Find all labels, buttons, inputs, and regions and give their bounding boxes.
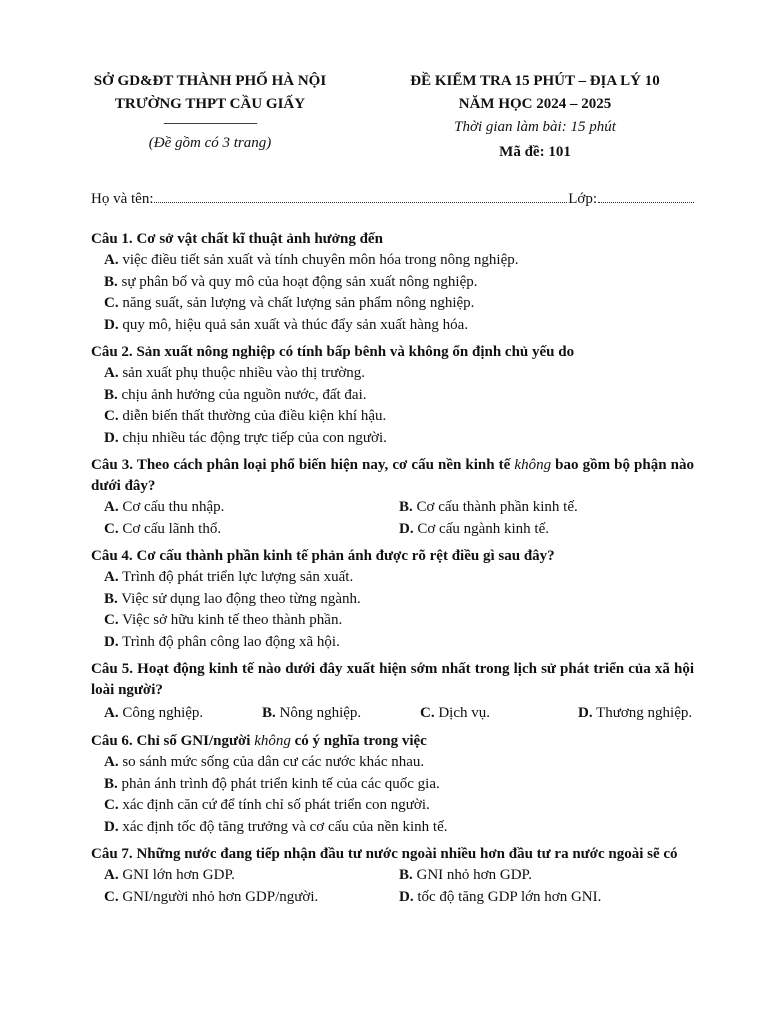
option-a[interactable]: A. Công nghiệp. <box>104 705 204 721</box>
class-label: Lớp: <box>568 191 597 207</box>
question-stem: Câu 6. Chỉ số GNI/người không có ý nghĩa trong việc <box>91 733 427 749</box>
option-b[interactable]: B. Việc sử dụng lao động theo từng ngành. <box>104 590 361 607</box>
option-c[interactable]: C. năng suất, sản lượng và chất lượng sản phẩm nông nghiệp. <box>104 295 475 311</box>
class-blank[interactable] <box>598 190 694 203</box>
option-d[interactable]: D. xác định tốc độ tăng trưởng và cơ cấu của nền kinh tế. <box>104 818 448 835</box>
question-stem: Câu 4. Cơ cấu thành phần kinh tế phản ánh được rõ rệt điều gì sau đây? <box>91 548 555 564</box>
option-b[interactable]: B. sự phân bố và quy mô của hoạt động sản xuất nông nghiệp. <box>104 273 478 290</box>
option-d[interactable]: D. Cơ cấu ngành kinh tế. <box>399 520 549 537</box>
exam-title: ĐỀ KIỂM TRA 15 PHÚT – ĐỊA LÝ 10 <box>410 73 660 89</box>
name-blank[interactable] <box>154 190 567 203</box>
question-stem: Câu 7. Những nước đang tiếp nhận đầu tư nước ngoài nhiều hơn đầu tư ra nước ngoài sẽ có <box>91 846 678 862</box>
school-header <box>60 70 360 152</box>
option-c[interactable]: C. Việc sở hữu kinh tế theo thành phần. <box>104 612 343 628</box>
option-d[interactable]: D. Thương nghiệp. <box>578 705 693 721</box>
option-c[interactable]: C. Cơ cấu lãnh thổ. <box>104 520 222 537</box>
question-3 <box>91 455 694 540</box>
option-row <box>91 519 694 541</box>
option-d[interactable]: D. tốc độ tăng GDP lớn hơn GNI. <box>399 888 602 905</box>
question-1 <box>91 229 694 336</box>
question-stem: Câu 5. Hoạt động kinh tế nào dưới đây xuất hiện sớm nhất trong lịch sử phát triển của xã hội loài người? <box>91 661 694 698</box>
option-c[interactable]: C. Dịch vụ. <box>420 705 491 721</box>
exam-duration: Thời gian làm bài: 15 phút <box>454 119 616 135</box>
option-row <box>91 865 694 887</box>
option-b[interactable]: B. chịu ảnh hưởng của nguồn nước, đất đai. <box>104 386 367 403</box>
question-stem: Câu 3. Theo cách phân loại phổ biến hiện nay, cơ cấu nền kinh tế không bao gồm bộ phận nào dưới đây? <box>91 457 694 494</box>
school-year: NĂM HỌC 2024 – 2025 <box>458 96 612 112</box>
student-info-row <box>91 190 694 208</box>
option-a[interactable]: A. việc điều tiết sản xuất và tính chuyên môn hóa trong nông nghiệp. <box>104 252 519 268</box>
option-a[interactable]: A. GNI lớn hơn GDP. <box>104 867 235 883</box>
page-count-note: (Đề gồm có 3 trang) <box>148 135 272 151</box>
option-d[interactable]: D. chịu nhiều tác động trực tiếp của con người. <box>104 429 387 446</box>
header-divider: ----------------------------------- <box>163 117 257 129</box>
question-4 <box>91 546 694 653</box>
question-2 <box>91 342 694 449</box>
option-a[interactable]: A. so sánh mức sống của dân cư các nước khác nhau. <box>104 754 425 770</box>
option-a[interactable]: A. Cơ cấu thu nhập. <box>104 499 225 515</box>
question-stem: Câu 1. Cơ sở vật chất kĩ thuật ảnh hưởng đến <box>91 231 383 247</box>
option-b[interactable]: B. Cơ cấu thành phần kinh tế. <box>399 499 578 515</box>
option-a[interactable]: A. Trình độ phát triển lực lượng sản xuất. <box>104 569 354 585</box>
option-row <box>91 497 694 519</box>
question-list <box>91 229 694 914</box>
school-name: TRƯỜNG THPT CẦU GIẤY <box>114 96 306 112</box>
question-7 <box>91 844 694 908</box>
option-b[interactable]: B. phản ánh trình độ phát triển kinh tế của các quốc gia. <box>104 775 440 792</box>
name-label: Họ và tên: <box>91 191 154 207</box>
question-6 <box>91 731 694 838</box>
option-b[interactable]: B. Nông nghiệp. <box>262 705 362 721</box>
option-row <box>91 701 694 725</box>
department-name: SỞ GD&ĐT THÀNH PHỐ HÀ NỘI <box>93 73 327 89</box>
option-d[interactable]: D. Trình độ phân công lao động xã hội. <box>104 633 340 650</box>
question-stem: Câu 2. Sản xuất nông nghiệp có tính bấp bênh và không ổn định chủ yếu do <box>91 344 575 360</box>
option-c[interactable]: C. diễn biến thất thường của điều kiện khí hậu. <box>104 408 387 424</box>
option-c[interactable]: C. xác định căn cứ để tính chỉ số phát triển con người. <box>104 797 430 813</box>
question-5 <box>91 659 694 725</box>
emphasis-word: không <box>514 457 552 473</box>
option-row <box>91 887 694 909</box>
exam-header <box>380 70 690 163</box>
option-c[interactable]: C. GNI/người nhỏ hơn GDP/người. <box>104 888 319 905</box>
option-d[interactable]: D. quy mô, hiệu quả sản xuất và thúc đẩy sản xuất hàng hóa. <box>104 316 469 333</box>
option-a[interactable]: A. sản xuất phụ thuộc nhiều vào thị trường. <box>104 365 366 381</box>
emphasis-word: không <box>254 733 291 749</box>
exam-code: Mã đề: 101 <box>499 144 571 160</box>
option-b[interactable]: B. GNI nhỏ hơn GDP. <box>399 867 532 883</box>
